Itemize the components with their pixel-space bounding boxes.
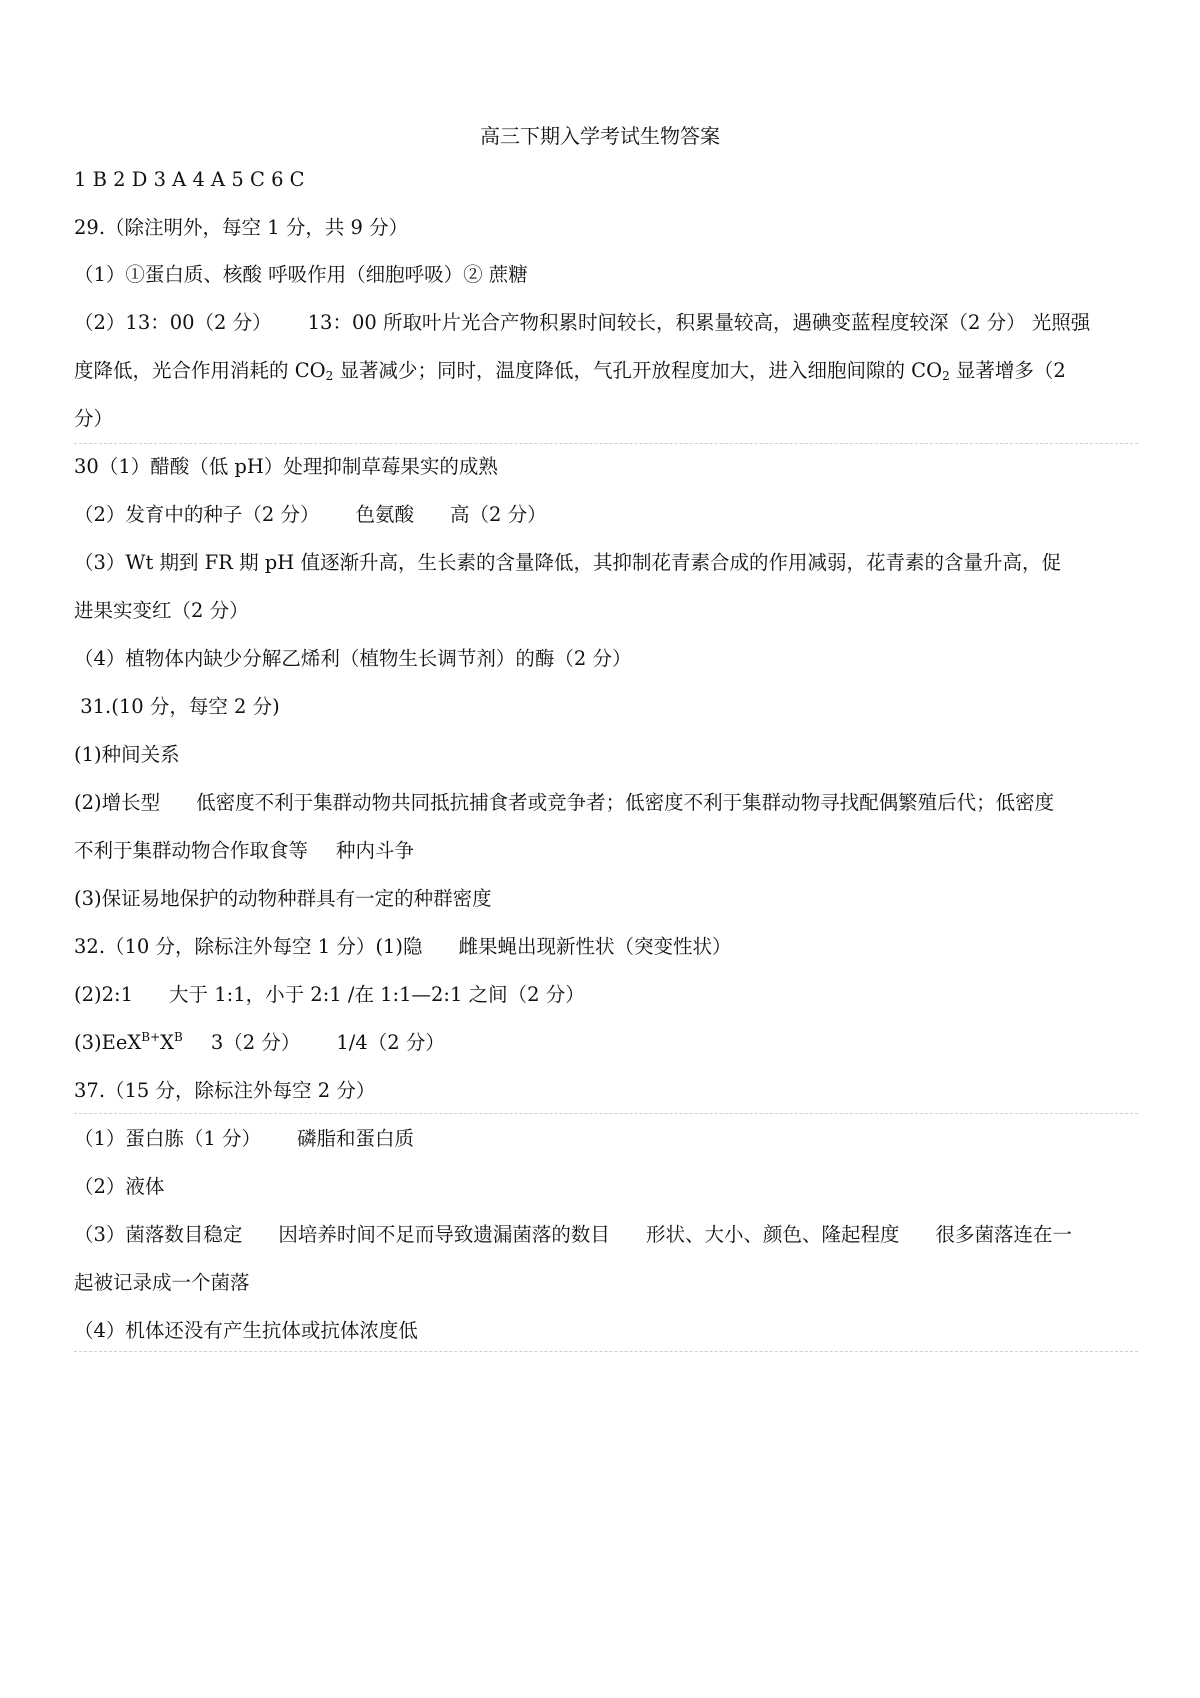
- q37-part4: （4）机体还没有产生抗体或抗体浓度低: [74, 1319, 418, 1342]
- co2-subscript: 2: [942, 369, 950, 383]
- section-divider: [74, 1351, 1138, 1352]
- q31-part2-a1: (2)增长型: [74, 791, 161, 814]
- q37-part2: （2）液体: [74, 1175, 165, 1198]
- q31-part2-b1: 不利于集群动物合作取食等: [74, 839, 309, 862]
- section-divider: [74, 443, 1138, 444]
- q31-part1: (1)种间关系: [74, 743, 180, 766]
- q37-part3-line2: 起被记录成一个菌落: [74, 1271, 250, 1294]
- q32-part2: [74, 981, 1138, 1009]
- q29-part2-line1: [74, 309, 1138, 337]
- q30-part3-line1: （3）Wt 期到 FR 期 pH 值逐渐升高，生长素的含量降低，其抑制花青素合成的作用减弱，花青素的含量升高，促: [74, 551, 1061, 574]
- q30-part2-a: （2）发育中的种子（2 分）: [74, 503, 320, 526]
- q29-part2-a: （2）13：00（2 分）: [74, 311, 272, 334]
- q37-part3-line1: [74, 1221, 1138, 1249]
- q29-part2-c1: 度降低，光合作用消耗的 CO: [74, 359, 326, 382]
- q32-sup-bplus: B+: [141, 1030, 161, 1044]
- q30-part1: 30（1）醋酸（低 pH）处理抑制草莓果实的成熟: [74, 455, 498, 478]
- page-title: 高三下期入学考试生物答案: [480, 124, 720, 148]
- q31-part2-a2: 低密度不利于集群动物共同抵抗捕食者或竞争者；低密度不利于集群动物寻找配偶繁殖后代；低密度: [196, 791, 1055, 814]
- q32-part3-d: 1/4（2 分）: [336, 1031, 445, 1054]
- q29-part2-line3: 分）: [74, 407, 114, 430]
- q31-header: 31.(10 分，每空 2 分): [74, 695, 280, 718]
- q32-part2-b: 大于 1:1，小于 2:1 /在 1:1—2:1 之间（2 分）: [169, 983, 585, 1006]
- q29-part1: （1）①蛋白质、核酸 呼吸作用（细胞呼吸）② 蔗糖: [74, 263, 528, 286]
- q37-part1-b: 磷脂和蛋白质: [297, 1127, 415, 1150]
- q30-part2-c: 高（2 分）: [450, 503, 547, 526]
- q32-part3: [74, 1029, 1138, 1057]
- q32-header-b: 雌果蝇出现新性状（突变性状）: [458, 935, 732, 958]
- q29-part2-b: 13：00 所取叶片光合产物积累时间较长，积累量较高，遇碘变蓝程度较深（2 分） 光照强: [307, 311, 1091, 334]
- q31-part3: (3)保证易地保护的动物种群具有一定的种群密度: [74, 887, 492, 910]
- q32-header-a: 32.（10 分，除标注外每空 1 分）(1)隐: [74, 935, 423, 958]
- q37-header: 37.（15 分，除标注外每空 2 分）: [74, 1079, 376, 1102]
- q31-part2-b2: 种内斗争: [336, 839, 415, 862]
- q31-part2-line2: [74, 837, 1138, 865]
- q32-part3-b: X: [160, 1031, 175, 1054]
- q32-sup-b: B: [174, 1030, 183, 1044]
- q31-part2-line1: [74, 789, 1138, 817]
- q30-part3-line2: 进果实变红（2 分）: [74, 599, 249, 622]
- q37-part3-a: （3）菌落数目稳定: [74, 1223, 243, 1246]
- q29-header: 29.（除注明外，每空 1 分，共 9 分）: [74, 216, 409, 239]
- q32-part2-a: (2)2:1: [74, 983, 134, 1006]
- q29-part2-line2: [74, 357, 1138, 385]
- q37-part3-b: 因培养时间不足而导致遗漏菌落的数目: [278, 1223, 610, 1246]
- q37-part1: [74, 1125, 1138, 1153]
- q37-part3-c: 形状、大小、颜色、隆起程度: [645, 1223, 900, 1246]
- choice-answers: 1 B 2 D 3 A 4 A 5 C 6 C: [74, 168, 305, 191]
- q32-part3-c: 3（2 分）: [210, 1031, 301, 1054]
- co2-subscript: 2: [325, 369, 334, 383]
- q30-part2-b: 色氨酸: [355, 503, 415, 526]
- q32-header: [74, 933, 1138, 961]
- q30-part2: [74, 501, 1138, 529]
- q37-part1-a: （1）蛋白胨（1 分）: [74, 1127, 262, 1150]
- section-divider: [74, 1113, 1138, 1114]
- q29-part2-c2: 显著减少；同时，温度降低，气孔开放程度加大，进入细胞间隙的 CO: [333, 359, 943, 382]
- q32-part3-a: (3)EeX: [74, 1031, 142, 1054]
- q37-part3-d: 很多菌落连在一: [935, 1223, 1072, 1246]
- q29-part2-c3: 显著增多（2: [949, 359, 1066, 382]
- q30-part4: （4）植物体内缺少分解乙烯利（植物生长调节剂）的酶（2 分）: [74, 647, 632, 670]
